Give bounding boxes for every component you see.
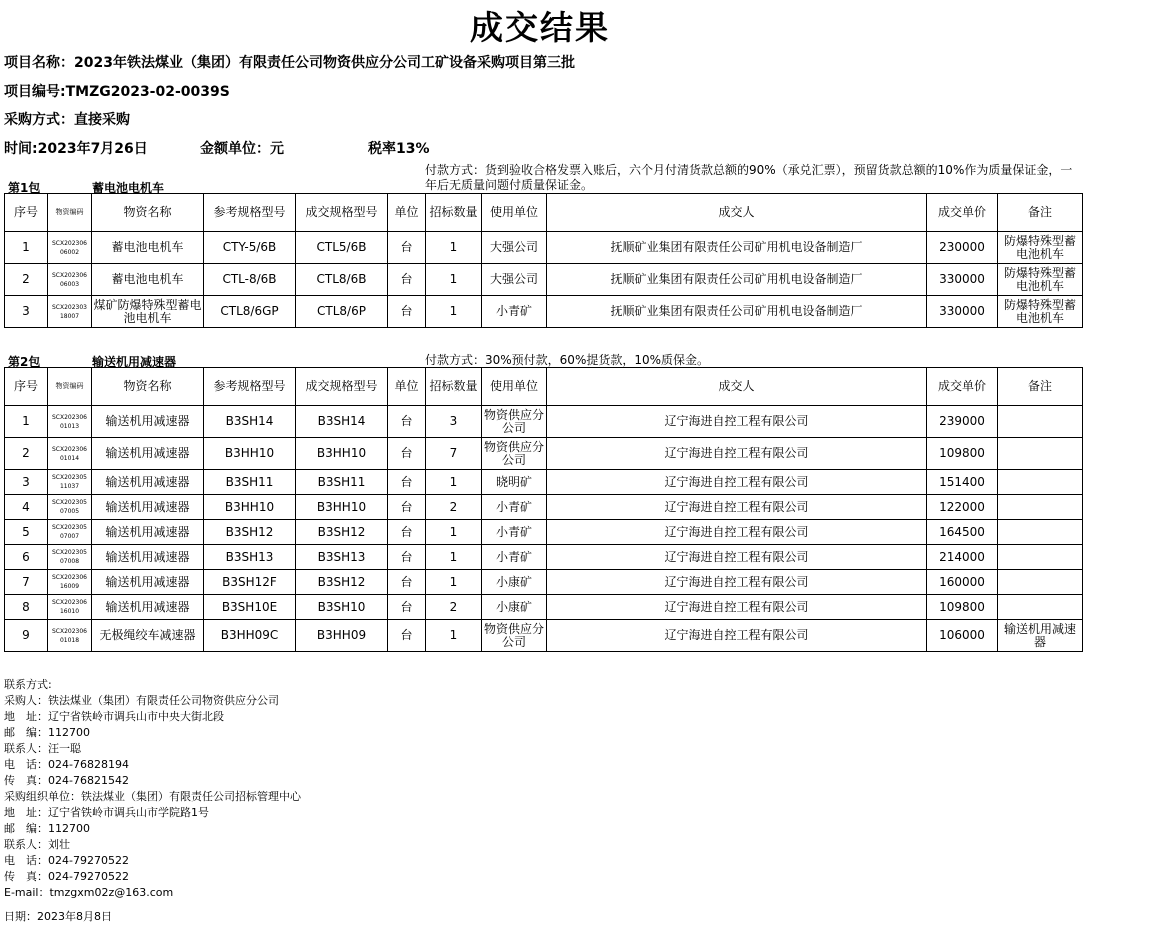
ref-spec-cell: B3HH09C	[204, 620, 296, 652]
procurement-method: 采购方式：直接采购	[4, 112, 130, 128]
vendor-cell: 辽宁海进自控工程有限公司	[547, 520, 927, 545]
row-number-cell: 7	[5, 570, 48, 595]
remark-cell	[998, 570, 1083, 595]
project-number: 项目编号:TMZG2023-02-0039S	[4, 84, 230, 100]
vendor-cell: 辽宁海进自控工程有限公司	[547, 470, 927, 495]
deal-spec-cell: B3SH14	[296, 406, 388, 438]
ref-spec-cell: B3SH11	[204, 470, 296, 495]
package-1-name: 蓄电池电机车	[92, 181, 165, 195]
remark-cell	[998, 520, 1083, 545]
tax-rate: 税率13%	[368, 141, 430, 157]
header-cell: 备注	[998, 368, 1083, 406]
result-time: 时间:2023年7月26日	[4, 141, 148, 157]
contact-line: E-mail：tmzgxm02z@163.com	[4, 886, 174, 899]
remark-cell	[998, 406, 1083, 438]
package-2-payment-terms: 付款方式：30%预付款，60%提货款，10%质保金。	[425, 353, 710, 367]
unit-price-cell: 122000	[927, 495, 998, 520]
table-row	[5, 495, 1083, 520]
deal-spec-cell: B3SH10	[296, 595, 388, 620]
table-row	[5, 264, 1083, 296]
unit-cell: 台	[388, 620, 426, 652]
user-unit-cell: 小康矿	[482, 570, 547, 595]
unit-cell: 台	[388, 545, 426, 570]
unit-price-cell: 160000	[927, 570, 998, 595]
vendor-cell: 辽宁海进自控工程有限公司	[547, 595, 927, 620]
header-cell: 使用单位	[482, 194, 547, 232]
contact-line: 地 址：辽宁省铁岭市调兵山市中央大街北段	[4, 710, 224, 723]
material-code-cell: SCX202305 11037	[48, 470, 92, 495]
material-code-cell: SCX202305 07005	[48, 495, 92, 520]
unit-cell: 台	[388, 520, 426, 545]
material-name-cell: 煤矿防爆特殊型蓄电池电机车	[92, 296, 204, 328]
contact-line: 采购组织单位：铁法煤业（集团）有限责任公司招标管理中心	[4, 790, 301, 803]
row-number-cell: 3	[5, 470, 48, 495]
material-name-cell: 输送机用减速器	[92, 520, 204, 545]
vendor-cell: 辽宁海进自控工程有限公司	[547, 545, 927, 570]
header-cell: 参考规格型号	[204, 368, 296, 406]
table-row	[5, 570, 1083, 595]
ref-spec-cell: B3SH12F	[204, 570, 296, 595]
vendor-cell: 抚顺矿业集团有限责任公司矿用机电设备制造厂	[547, 232, 927, 264]
deal-spec-cell: CTL5/6B	[296, 232, 388, 264]
package-1-table	[4, 193, 1083, 328]
contact-line: 联系方式:	[4, 678, 52, 691]
unit-cell: 台	[388, 595, 426, 620]
header-cell: 单位	[388, 194, 426, 232]
user-unit-cell: 小康矿	[482, 595, 547, 620]
quantity-cell: 3	[426, 406, 482, 438]
quantity-cell: 1	[426, 520, 482, 545]
contact-line: 联系人：刘壮	[4, 838, 70, 851]
header-cell: 备注	[998, 194, 1083, 232]
unit-price-cell: 109800	[927, 438, 998, 470]
contact-info	[4, 677, 301, 901]
quantity-cell: 1	[426, 232, 482, 264]
material-code-cell: SCX202306 01014	[48, 438, 92, 470]
ref-spec-cell: B3HH10	[204, 495, 296, 520]
deal-spec-cell: B3HH10	[296, 495, 388, 520]
deal-spec-cell: CTL8/6P	[296, 296, 388, 328]
header-cell: 成交单价	[927, 368, 998, 406]
material-name-cell: 蓄电池电机车	[92, 264, 204, 296]
table-row	[5, 595, 1083, 620]
header-cell: 参考规格型号	[204, 194, 296, 232]
quantity-cell: 1	[426, 570, 482, 595]
ref-spec-cell: B3SH14	[204, 406, 296, 438]
material-code-cell: SCX202306 16010	[48, 595, 92, 620]
remark-cell	[998, 545, 1083, 570]
row-number-cell: 4	[5, 495, 48, 520]
row-number-cell: 2	[5, 438, 48, 470]
remark-cell	[998, 470, 1083, 495]
row-number-cell: 1	[5, 406, 48, 438]
header-cell: 单位	[388, 368, 426, 406]
table-row	[5, 545, 1083, 570]
header-cell: 序号	[5, 194, 48, 232]
deal-spec-cell: B3HH09	[296, 620, 388, 652]
user-unit-cell: 晓明矿	[482, 470, 547, 495]
contact-line: 传 真：024-76821542	[4, 774, 129, 787]
amount-unit: 金额单位：元	[200, 141, 284, 157]
user-unit-cell: 物资供应分公司	[482, 406, 547, 438]
material-name-cell: 输送机用减速器	[92, 406, 204, 438]
ref-spec-cell: B3SH13	[204, 545, 296, 570]
material-name-cell: 无极绳绞车减速器	[92, 620, 204, 652]
header-cell: 成交规格型号	[296, 194, 388, 232]
contact-line: 电 话：024-76828194	[4, 758, 129, 771]
contact-line: 电 话：024-79270522	[4, 854, 129, 867]
header-cell: 成交人	[547, 368, 927, 406]
user-unit-cell: 物资供应分公司	[482, 438, 547, 470]
row-number-cell: 1	[5, 232, 48, 264]
package-2-label: 第2包	[8, 355, 41, 369]
contact-line: 采购人：铁法煤业（集团）有限责任公司物资供应分公司	[4, 694, 279, 707]
page-title: 成交结果	[470, 8, 610, 47]
user-unit-cell: 小青矿	[482, 296, 547, 328]
row-number-cell: 3	[5, 296, 48, 328]
unit-price-cell: 106000	[927, 620, 998, 652]
remark-cell: 防爆特殊型蓄电池机车	[998, 296, 1083, 328]
remark-cell: 防爆特殊型蓄电池机车	[998, 232, 1083, 264]
package-1-payment-terms: 付款方式：货到验收合格发票入账后，六个月付清货款总额的90%（承兑汇票），预留货款总额的10%作为质量保证金，一年后无质量问题付质量保证金。	[425, 163, 1073, 192]
deal-spec-cell: B3SH11	[296, 470, 388, 495]
unit-cell: 台	[388, 438, 426, 470]
contact-line: 联系人：汪一聪	[4, 742, 81, 755]
header-cell: 物资编码	[48, 194, 92, 232]
unit-cell: 台	[388, 470, 426, 495]
row-number-cell: 5	[5, 520, 48, 545]
unit-price-cell: 151400	[927, 470, 998, 495]
ref-spec-cell: B3HH10	[204, 438, 296, 470]
quantity-cell: 2	[426, 495, 482, 520]
table-row	[5, 620, 1083, 652]
vendor-cell: 抚顺矿业集团有限责任公司矿用机电设备制造厂	[547, 264, 927, 296]
remark-cell	[998, 438, 1083, 470]
unit-price-cell: 109800	[927, 595, 998, 620]
quantity-cell: 1	[426, 296, 482, 328]
header-cell: 成交规格型号	[296, 368, 388, 406]
ref-spec-cell: B3SH12	[204, 520, 296, 545]
unit-price-cell: 239000	[927, 406, 998, 438]
deal-spec-cell: B3SH12	[296, 520, 388, 545]
row-number-cell: 8	[5, 595, 48, 620]
header-cell: 物资名称	[92, 194, 204, 232]
vendor-cell: 辽宁海进自控工程有限公司	[547, 620, 927, 652]
user-unit-cell: 大强公司	[482, 232, 547, 264]
remark-cell: 输送机用减速器	[998, 620, 1083, 652]
material-name-cell: 输送机用减速器	[92, 570, 204, 595]
unit-price-cell: 330000	[927, 296, 998, 328]
deal-spec-cell: CTL8/6B	[296, 264, 388, 296]
material-code-cell: SCX202306 01013	[48, 406, 92, 438]
deal-spec-cell: B3SH12	[296, 570, 388, 595]
quantity-cell: 7	[426, 438, 482, 470]
contact-line: 邮 编：112700	[4, 726, 90, 739]
package-2-name: 输送机用减速器	[92, 355, 177, 369]
material-name-cell: 蓄电池电机车	[92, 232, 204, 264]
header-cell: 物资名称	[92, 368, 204, 406]
package-2-table	[4, 367, 1083, 652]
unit-cell: 台	[388, 296, 426, 328]
unit-cell: 台	[388, 495, 426, 520]
material-name-cell: 输送机用减速器	[92, 495, 204, 520]
unit-cell: 台	[388, 570, 426, 595]
table-row	[5, 296, 1083, 328]
unit-price-cell: 330000	[927, 264, 998, 296]
material-code-cell: SCX202306 16009	[48, 570, 92, 595]
unit-price-cell: 230000	[927, 232, 998, 264]
table-row	[5, 520, 1083, 545]
quantity-cell: 2	[426, 595, 482, 620]
user-unit-cell: 小青矿	[482, 495, 547, 520]
material-code-cell: SCX202303 18007	[48, 296, 92, 328]
remark-cell	[998, 495, 1083, 520]
quantity-cell: 1	[426, 545, 482, 570]
header-cell: 成交单价	[927, 194, 998, 232]
vendor-cell: 抚顺矿业集团有限责任公司矿用机电设备制造厂	[547, 296, 927, 328]
header-cell: 物资编码	[48, 368, 92, 406]
user-unit-cell: 物资供应分公司	[482, 620, 547, 652]
contact-line: 地 址：辽宁省铁岭市调兵山市学院路1号	[4, 806, 209, 819]
material-code-cell: SCX202306 06002	[48, 232, 92, 264]
material-code-cell: SCX202306 01018	[48, 620, 92, 652]
contact-line: 传 真：024-79270522	[4, 870, 129, 883]
package-1-label: 第1包	[8, 181, 41, 195]
vendor-cell: 辽宁海进自控工程有限公司	[547, 570, 927, 595]
unit-price-cell: 164500	[927, 520, 998, 545]
unit-cell: 台	[388, 406, 426, 438]
unit-cell: 台	[388, 264, 426, 296]
deal-spec-cell: B3HH10	[296, 438, 388, 470]
remark-cell	[998, 595, 1083, 620]
header-cell: 招标数量	[426, 194, 482, 232]
unit-price-cell: 214000	[927, 545, 998, 570]
vendor-cell: 辽宁海进自控工程有限公司	[547, 406, 927, 438]
header-cell: 使用单位	[482, 368, 547, 406]
table-row	[5, 470, 1083, 495]
contact-line: 邮 编：112700	[4, 822, 90, 835]
project-name: 项目名称：2023年铁法煤业（集团）有限责任公司物资供应分公司工矿设备采购项目第三批	[4, 55, 575, 71]
ref-spec-cell: CTL8/6GP	[204, 296, 296, 328]
table-row	[5, 438, 1083, 470]
material-code-cell: SCX202305 07008	[48, 545, 92, 570]
header-cell: 招标数量	[426, 368, 482, 406]
vendor-cell: 辽宁海进自控工程有限公司	[547, 495, 927, 520]
material-name-cell: 输送机用减速器	[92, 545, 204, 570]
quantity-cell: 1	[426, 264, 482, 296]
remark-cell: 防爆特殊型蓄电池机车	[998, 264, 1083, 296]
row-number-cell: 6	[5, 545, 48, 570]
user-unit-cell: 大强公司	[482, 264, 547, 296]
row-number-cell: 2	[5, 264, 48, 296]
row-number-cell: 9	[5, 620, 48, 652]
material-code-cell: SCX202306 06003	[48, 264, 92, 296]
table-header-row	[5, 194, 1083, 232]
ref-spec-cell: CTL-8/6B	[204, 264, 296, 296]
table-row	[5, 232, 1083, 264]
material-code-cell: SCX202305 07007	[48, 520, 92, 545]
user-unit-cell: 小青矿	[482, 520, 547, 545]
table-row	[5, 406, 1083, 438]
publish-date: 日期：2023年8月8日	[4, 910, 112, 923]
unit-cell: 台	[388, 232, 426, 264]
quantity-cell: 1	[426, 620, 482, 652]
material-name-cell: 输送机用减速器	[92, 470, 204, 495]
ref-spec-cell: B3SH10E	[204, 595, 296, 620]
material-name-cell: 输送机用减速器	[92, 595, 204, 620]
header-cell: 成交人	[547, 194, 927, 232]
quantity-cell: 1	[426, 470, 482, 495]
deal-spec-cell: B3SH13	[296, 545, 388, 570]
header-cell: 序号	[5, 368, 48, 406]
vendor-cell: 辽宁海进自控工程有限公司	[547, 438, 927, 470]
material-name-cell: 输送机用减速器	[92, 438, 204, 470]
user-unit-cell: 小青矿	[482, 545, 547, 570]
ref-spec-cell: CTY-5/6B	[204, 232, 296, 264]
table-header-row	[5, 368, 1083, 406]
